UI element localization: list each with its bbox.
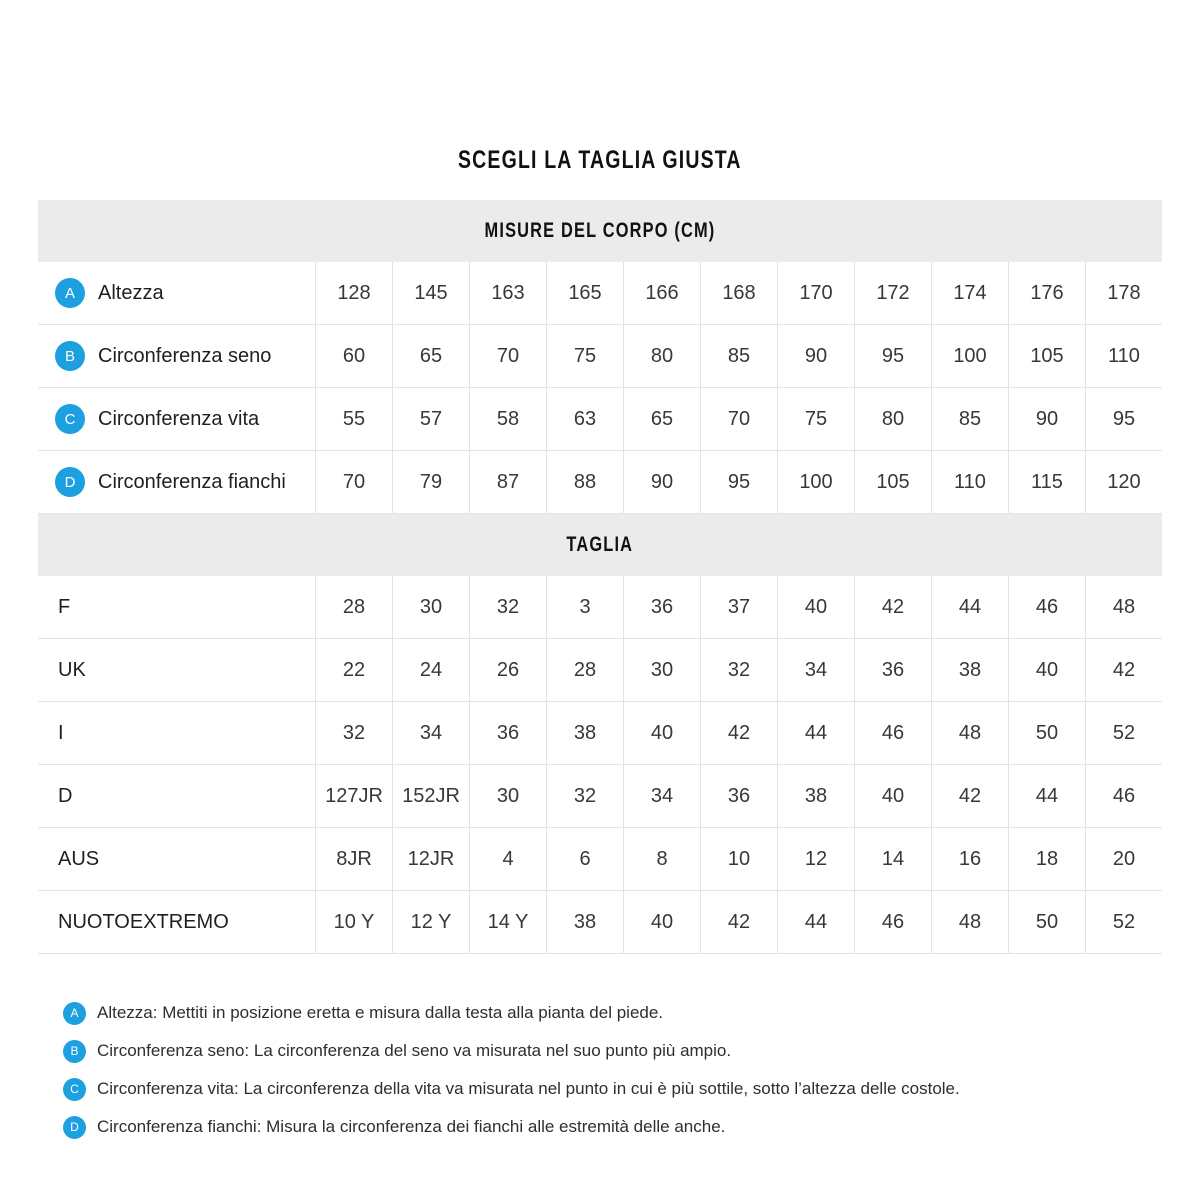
size-rows xyxy=(38,576,1162,954)
value-cell: 28 xyxy=(547,639,624,701)
value-cell: 42 xyxy=(932,765,1009,827)
page-title-text: SCEGLI LA TAGLIA GIUSTA xyxy=(458,146,742,174)
value-cell: 152JR xyxy=(393,765,470,827)
value-cell: 14 Y xyxy=(470,891,547,953)
note-line xyxy=(63,1070,1160,1108)
body-measures-rows xyxy=(38,262,1162,514)
measure-badge-a: A xyxy=(55,278,85,308)
table-row xyxy=(38,828,1162,891)
row-label-cell xyxy=(38,891,316,953)
table-row xyxy=(38,765,1162,828)
value-cell: 65 xyxy=(393,325,470,387)
value-cell: 58 xyxy=(470,388,547,450)
note-line xyxy=(63,994,1160,1032)
row-label: Circonferenza fianchi xyxy=(98,470,286,493)
value-cell: 20 xyxy=(1112,847,1136,870)
value-cell: 3 xyxy=(547,576,624,638)
value-cell: 87 xyxy=(470,451,547,513)
row-label-cell xyxy=(38,576,316,638)
value-cell: 178 xyxy=(1107,281,1141,304)
row-label: D xyxy=(58,784,73,807)
note-line xyxy=(63,1032,1160,1070)
row-label-cell xyxy=(38,828,316,890)
value-cell: 145 xyxy=(393,262,470,324)
table-row xyxy=(38,702,1162,765)
value-cell: 46 xyxy=(855,702,932,764)
value-cell: 55 xyxy=(316,388,393,450)
value-cell: 170 xyxy=(778,262,855,324)
value-cell: 24 xyxy=(393,639,470,701)
measurement-notes xyxy=(63,994,1160,1146)
value-cell: 79 xyxy=(393,451,470,513)
measure-badge-d: D xyxy=(55,467,85,497)
value-cell: 70 xyxy=(701,388,778,450)
value-cell: 36 xyxy=(701,765,778,827)
value-cell: 42 xyxy=(855,576,932,638)
table-row xyxy=(38,576,1162,639)
value-cell: 52 xyxy=(1112,910,1136,933)
row-label: NUOTOEXTREMO xyxy=(58,910,229,933)
value-cell: 34 xyxy=(778,639,855,701)
value-cell: 165 xyxy=(547,262,624,324)
value-cell: 90 xyxy=(624,451,701,513)
value-cell: 44 xyxy=(1009,765,1086,827)
table-row xyxy=(38,325,1162,388)
value-cell: 85 xyxy=(701,325,778,387)
value-cell: 32 xyxy=(547,765,624,827)
value-cell: 46 xyxy=(1112,784,1136,807)
value-cell: 80 xyxy=(624,325,701,387)
value-cell: 8 xyxy=(624,828,701,890)
value-cell: 110 xyxy=(932,451,1009,513)
row-label: AUS xyxy=(58,847,100,870)
value-cell: 128 xyxy=(316,262,393,324)
value-cell: 70 xyxy=(470,325,547,387)
measure-badge-c: C xyxy=(55,404,85,434)
value-cell: 42 xyxy=(701,891,778,953)
value-cell: 75 xyxy=(547,325,624,387)
value-cell: 34 xyxy=(393,702,470,764)
row-label: Circonferenza seno xyxy=(98,344,272,367)
value-cell: 38 xyxy=(778,765,855,827)
value-cell: 36 xyxy=(855,639,932,701)
value-cell: 44 xyxy=(932,576,1009,638)
value-cell: 30 xyxy=(393,576,470,638)
value-cell: 48 xyxy=(932,891,1009,953)
value-cell: 46 xyxy=(855,891,932,953)
row-label-cell xyxy=(38,325,316,387)
value-cell: 63 xyxy=(547,388,624,450)
value-cell: 100 xyxy=(778,451,855,513)
value-cell: 8JR xyxy=(316,828,393,890)
measure-badge-b: B xyxy=(55,341,85,371)
value-cell: 16 xyxy=(932,828,1009,890)
value-cell: 127JR xyxy=(316,765,393,827)
section-header-taglia xyxy=(38,514,1162,576)
value-cell: 32 xyxy=(470,576,547,638)
value-cell: 174 xyxy=(932,262,1009,324)
note-badge-c: C xyxy=(63,1078,86,1101)
value-cell: 32 xyxy=(701,639,778,701)
value-cell: 14 xyxy=(855,828,932,890)
value-cell: 70 xyxy=(316,451,393,513)
table-row xyxy=(38,451,1162,514)
value-cell: 42 xyxy=(1112,658,1136,681)
value-cell: 65 xyxy=(624,388,701,450)
value-cell: 36 xyxy=(470,702,547,764)
page-title xyxy=(0,146,1200,175)
value-cell: 44 xyxy=(778,702,855,764)
note-text: Circonferenza fianchi: Misura la circonferenza dei fianchi alle estremità delle anche. xyxy=(97,1117,726,1136)
value-cell: 172 xyxy=(855,262,932,324)
value-cell: 4 xyxy=(470,828,547,890)
value-cell: 105 xyxy=(855,451,932,513)
note-badge-d: D xyxy=(63,1116,86,1139)
value-cell: 168 xyxy=(701,262,778,324)
table-row xyxy=(38,262,1162,325)
value-cell: 12 Y xyxy=(393,891,470,953)
value-cell: 48 xyxy=(1112,595,1136,618)
note-badge-a: A xyxy=(63,1002,86,1025)
value-cell: 32 xyxy=(316,702,393,764)
value-cell: 50 xyxy=(1009,891,1086,953)
value-cell: 40 xyxy=(778,576,855,638)
value-cell: 52 xyxy=(1112,721,1136,744)
value-cell: 166 xyxy=(624,262,701,324)
row-label: Circonferenza vita xyxy=(98,407,260,430)
value-cell: 120 xyxy=(1107,470,1141,493)
value-cell: 100 xyxy=(932,325,1009,387)
value-cell: 38 xyxy=(932,639,1009,701)
value-cell: 90 xyxy=(778,325,855,387)
row-label: UK xyxy=(58,658,86,681)
value-cell: 95 xyxy=(1112,407,1136,430)
value-cell: 95 xyxy=(855,325,932,387)
value-cell: 80 xyxy=(855,388,932,450)
value-cell: 50 xyxy=(1009,702,1086,764)
value-cell: 115 xyxy=(1009,451,1086,513)
value-cell: 22 xyxy=(316,639,393,701)
value-cell: 12JR xyxy=(393,828,470,890)
value-cell: 38 xyxy=(547,702,624,764)
table-row xyxy=(38,639,1162,702)
value-cell: 37 xyxy=(701,576,778,638)
row-label-cell xyxy=(38,765,316,827)
size-table xyxy=(38,200,1162,954)
value-cell: 30 xyxy=(470,765,547,827)
section-header-taglia-label: TAGLIA xyxy=(566,533,634,556)
row-label: F xyxy=(58,595,71,618)
note-text: Circonferenza seno: La circonferenza del seno va misurata nel suo punto più ampio. xyxy=(97,1041,732,1060)
value-cell: 38 xyxy=(547,891,624,953)
value-cell: 34 xyxy=(624,765,701,827)
value-cell: 60 xyxy=(316,325,393,387)
value-cell: 110 xyxy=(1108,344,1140,367)
row-label: I xyxy=(58,721,64,744)
value-cell: 163 xyxy=(470,262,547,324)
table-row xyxy=(38,891,1162,954)
value-cell: 88 xyxy=(547,451,624,513)
value-cell: 42 xyxy=(701,702,778,764)
section-header-body-measures-label: MISURE DEL CORPO (CM) xyxy=(484,219,716,242)
value-cell: 46 xyxy=(1009,576,1086,638)
value-cell: 75 xyxy=(778,388,855,450)
row-label-cell xyxy=(38,262,316,324)
value-cell: 26 xyxy=(470,639,547,701)
value-cell: 95 xyxy=(701,451,778,513)
row-label-cell xyxy=(38,639,316,701)
value-cell: 85 xyxy=(932,388,1009,450)
note-text: Altezza: Mettiti in posizione eretta e misura dalla testa alla pianta del piede. xyxy=(97,1003,664,1022)
value-cell: 90 xyxy=(1009,388,1086,450)
value-cell: 48 xyxy=(932,702,1009,764)
value-cell: 36 xyxy=(624,576,701,638)
value-cell: 10 xyxy=(701,828,778,890)
value-cell: 10 Y xyxy=(316,891,393,953)
row-label-cell xyxy=(38,451,316,513)
value-cell: 40 xyxy=(1009,639,1086,701)
note-badge-b: B xyxy=(63,1040,86,1063)
value-cell: 176 xyxy=(1009,262,1086,324)
value-cell: 40 xyxy=(624,891,701,953)
table-row xyxy=(38,388,1162,451)
value-cell: 40 xyxy=(624,702,701,764)
value-cell: 6 xyxy=(547,828,624,890)
value-cell: 28 xyxy=(316,576,393,638)
row-label: Altezza xyxy=(98,281,164,304)
value-cell: 44 xyxy=(778,891,855,953)
value-cell: 12 xyxy=(778,828,855,890)
row-label-cell xyxy=(38,702,316,764)
note-text: Circonferenza vita: La circonferenza della vita va misurata nel punto in cui è più sottile, sotto l’altezza delle costole. xyxy=(97,1079,960,1098)
row-label-cell xyxy=(38,388,316,450)
section-header-body-measures xyxy=(38,200,1162,262)
value-cell: 40 xyxy=(855,765,932,827)
value-cell: 105 xyxy=(1009,325,1086,387)
value-cell: 18 xyxy=(1009,828,1086,890)
value-cell: 57 xyxy=(393,388,470,450)
note-line xyxy=(63,1108,1160,1146)
value-cell: 30 xyxy=(624,639,701,701)
